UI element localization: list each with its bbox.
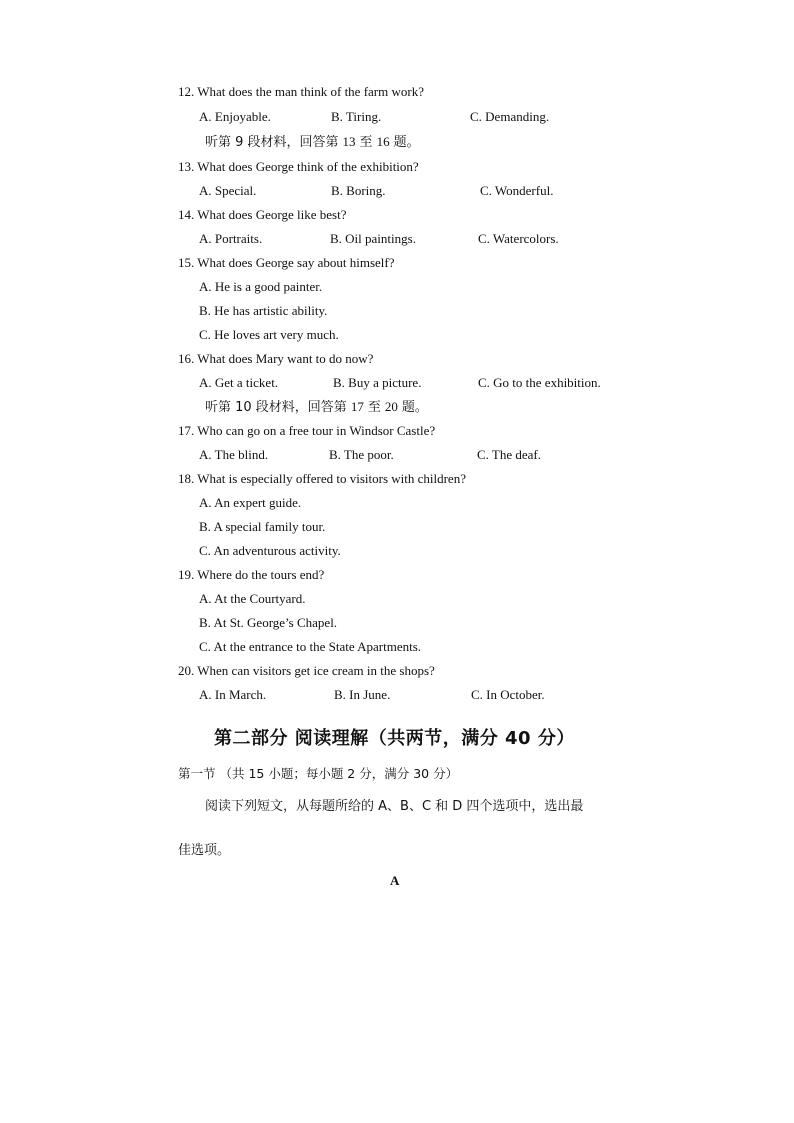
question-12-option-a: A. Enjoyable.	[199, 109, 271, 124]
question-18-option-b: B. A special family tour.	[199, 519, 326, 534]
question-20-option-b: B. In June.	[334, 687, 391, 702]
question-15-option-a: A. He is a good painter.	[199, 279, 323, 294]
instruction-line-1: 阅读下列短文，从每题所给的 A、B、C 和 D 四个选项中，选出最	[205, 799, 584, 814]
question-15-stem: 15. What does George say about himself?	[178, 255, 395, 270]
question-16-option-a: A. Get a ticket.	[199, 375, 279, 390]
question-14-option-a: A. Portraits.	[199, 231, 263, 246]
question-14-option-c: C. Watercolors.	[478, 231, 559, 246]
segment-10-pre: 听第 10 段材料，回答第	[205, 400, 347, 415]
segment-9-mid: 至	[359, 135, 373, 150]
question-20-option-a: A. In March.	[199, 687, 267, 702]
segment-9-to: 16	[376, 134, 390, 149]
question-17-option-c: C. The deaf.	[477, 447, 542, 462]
question-17-stem: 17. Who can go on a free tour in Windsor Castle?	[178, 423, 436, 438]
question-18-stem: 18. What is especially offered to visitors with children?	[178, 471, 466, 486]
part-two-title: 第二部分 阅读理解（共两节，满分 40 分）	[214, 728, 575, 749]
section-one-heading: 第一节 （共 15 小题；每小题 2 分，满分 30 分）	[178, 766, 459, 781]
question-14-stem: 14. What does George like best?	[178, 207, 347, 222]
question-17-option-a: A. The blind.	[199, 447, 269, 462]
question-20-option-c: C. In October.	[471, 687, 545, 702]
question-13-option-b: B. Boring.	[331, 183, 386, 198]
question-12-option-c: C. Demanding.	[470, 109, 550, 124]
passage-letter: A	[390, 873, 400, 888]
question-13-option-c: C. Wonderful.	[480, 183, 554, 198]
segment-10-mid: 至	[367, 400, 381, 415]
segment-9-from: 13	[342, 134, 356, 149]
question-19-option-a: A. At the Courtyard.	[199, 591, 306, 606]
question-14-option-b: B. Oil paintings.	[330, 231, 416, 246]
segment-10-post: 题。	[401, 400, 428, 415]
segment-10-from: 17	[350, 399, 364, 414]
question-18-option-c: C. An adventurous activity.	[199, 543, 341, 558]
segment-9-pre: 听第 9 段材料，回答第	[205, 135, 339, 150]
question-16-stem: 16. What does Mary want to do now?	[178, 351, 374, 366]
question-12-option-b: B. Tiring.	[331, 109, 382, 124]
question-15-option-c: C. He loves art very much.	[199, 327, 339, 342]
question-17-option-b: B. The poor.	[329, 447, 394, 462]
question-19-option-c: C. At the entrance to the State Apartments.	[199, 639, 422, 654]
segment-9-post: 题。	[393, 135, 420, 150]
segment-10-to: 20	[384, 399, 398, 414]
question-16-option-c: C. Go to the exhibition.	[478, 375, 601, 390]
question-13-option-a: A. Special.	[199, 183, 257, 198]
instruction-line-2: 佳选项。	[178, 843, 231, 858]
question-12-stem: 12. What does the man think of the farm work?	[178, 84, 424, 99]
question-20-stem: 20. When can visitors get ice cream in the shops?	[178, 663, 435, 678]
question-15-option-b: B. He has artistic ability.	[199, 303, 328, 318]
question-19-stem: 19. Where do the tours end?	[178, 567, 325, 582]
question-19-option-b: B. At St. George’s Chapel.	[199, 615, 338, 630]
question-13-stem: 13. What does George think of the exhibition?	[178, 159, 419, 174]
question-18-option-a: A. An expert guide.	[199, 495, 302, 510]
question-16-option-b: B. Buy a picture.	[333, 375, 422, 390]
segment-9-instruction	[205, 134, 420, 151]
segment-10-instruction	[205, 399, 428, 416]
